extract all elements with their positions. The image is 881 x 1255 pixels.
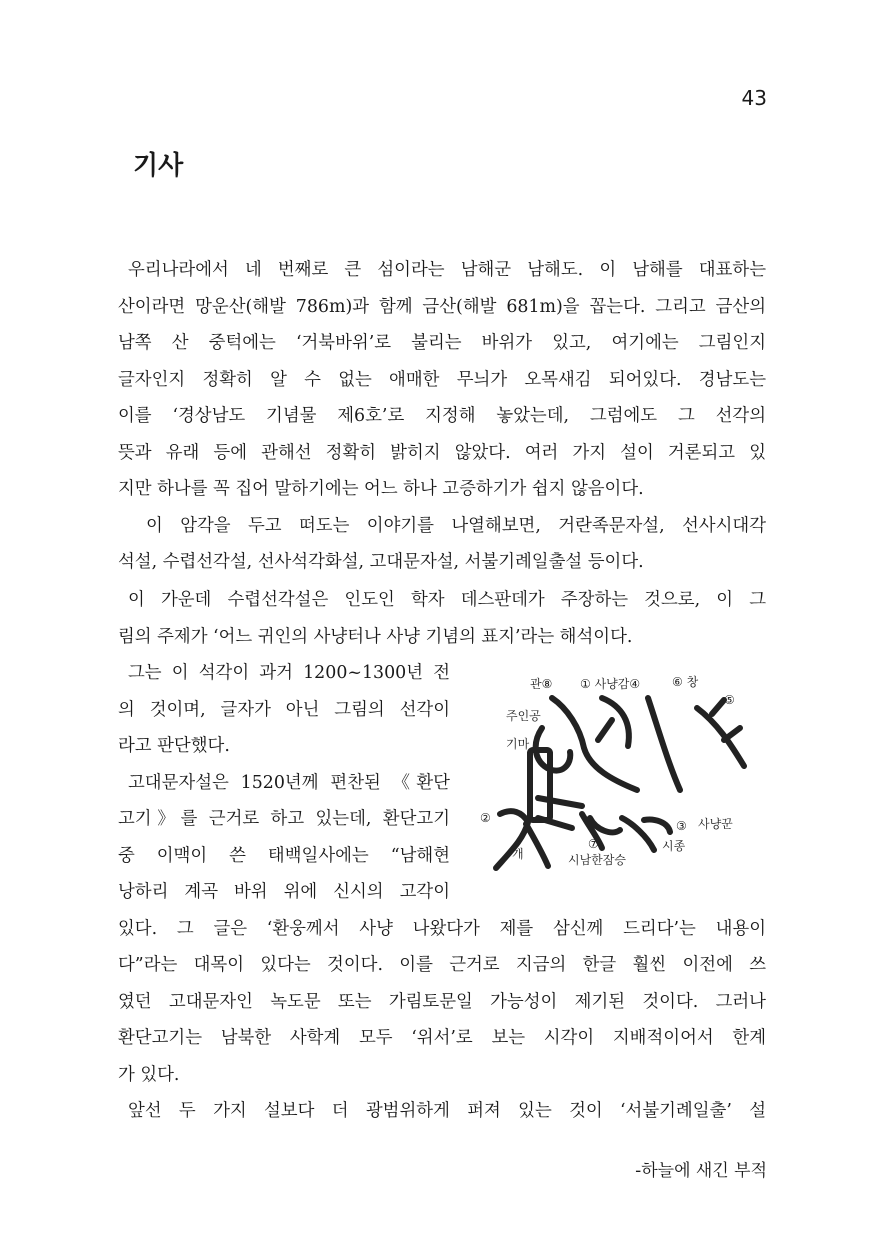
fig-label-2: ②: [480, 811, 491, 825]
text-line: 이 가운데 수렵선각설은 인도인 학자 데스판데가 주장하는 것으로, 이 그: [128, 590, 766, 610]
text-line: 라고 판단했다.: [118, 736, 230, 756]
text-line: 림의 주제가 ‘어느 귀인의 사냥터나 사냥 기념의 표지’라는 해석이다.: [118, 626, 633, 647]
fig-label-gwan: 관⑧: [530, 677, 553, 691]
text-line: 산이라면 망운산(해발 786m)과 함께 금산(해발 681m)을 꼽는다. 그리고 금산의: [118, 296, 766, 317]
section-title: 기사: [133, 151, 184, 181]
text-line: 고기》를 근거로 하고 있는데, 환단고기: [118, 809, 450, 829]
fig-label-dog: 개: [512, 847, 524, 861]
figure-5: [697, 700, 744, 766]
text-line: 중 이맥이 쓴 태백일사에는 “남해현: [118, 845, 450, 866]
fig-label-prey: ① 사냥감④: [580, 677, 641, 691]
footer-caption: -하늘에 새긴 부적: [635, 1161, 767, 1181]
text-line: 글자인지 정확히 알 수 없는 애매한 무늬가 오목새김 되어있다. 경남도는: [118, 369, 766, 390]
text-line: 의 것이며, 글자가 아닌 그림의 선각이: [118, 699, 450, 720]
rock-carving-illustration: [472, 668, 768, 890]
text-line: 환단고기는 남북한 사학계 모두 ‘위서’로 보는 시각이 지배적이어서 한계: [118, 1028, 766, 1048]
fig-label-spear: ⑥ 창: [672, 675, 699, 689]
text-line: 낭하리 계곡 바위 위에 신시의 고각이: [118, 882, 450, 902]
fig-label-attendant: 시종: [662, 839, 686, 853]
text-line: 이를 ‘경상남도 기념물 제6호’로 지정해 놓았는데, 그럼에도 그 선각의: [118, 406, 766, 426]
spear-figure: [648, 698, 680, 790]
fig-label-7: ⑦: [588, 837, 599, 851]
text-line: 지만 하나를 꼭 집어 말하기에는 어느 하나 고증하기가 쉽지 않음이다.: [118, 479, 644, 499]
text-line: 였던 고대문자인 녹도문 또는 가림토문일 가능성이 제기된 것이다. 그러나: [118, 991, 766, 1012]
text-line: 다”라는 대목이 있다는 것이다. 이를 근거로 지금의 한글 훨씬 이전에 쓰: [118, 955, 766, 975]
paragraph-intro: [118, 252, 766, 581]
text-line: 있다. 그 글은 ‘환웅께서 사냥 나왔다가 제를 삼신께 드리다’는 내용이: [118, 918, 766, 939]
fig-label-hunter: 사냥꾼: [698, 817, 733, 831]
fig-label-3: ③: [676, 819, 687, 833]
page-number: 43: [741, 86, 767, 110]
text-line: 앞선 두 가지 설보다 더 광범위하게 퍼져 있는 것이 ‘서불기례일출’ 설: [128, 1101, 766, 1121]
fig-label-horse: 기마: [506, 737, 530, 751]
text-line: 남쪽 산 중턱에는 ‘거북바위’로 불리는 바위가 있고, 여기에는 그림인지: [118, 333, 766, 353]
text-line: 고대문자설은 1520년께 편찬된 《환단: [128, 772, 450, 793]
fig-label-5: ⑤: [724, 693, 735, 707]
prey-figure: [598, 698, 629, 746]
fig-label-host: 주인공: [506, 709, 541, 723]
text-line: 가 있다.: [118, 1064, 180, 1085]
text-line: 이 암각을 두고 떠도는 이야기를 나열해보면, 거란족문자설, 선사시대각: [146, 515, 766, 536]
text-line: 우리나라에서 네 번째로 큰 섬이라는 남해군 남해도. 이 남해를 대표하는: [128, 260, 766, 280]
text-line: 그는 이 석각이 과거 1200~1300년 전: [128, 663, 450, 683]
text-line: 뜻과 유래 등에 관해선 정확히 밝히지 않았다. 여러 가지 설이 거론되고 있: [118, 442, 766, 463]
fig-label-servant: 시남한잠승: [568, 853, 626, 867]
text-line: 석설, 수렵선각설, 선사석각화설, 고대문자설, 서불기례일출설 등이다.: [118, 552, 644, 572]
